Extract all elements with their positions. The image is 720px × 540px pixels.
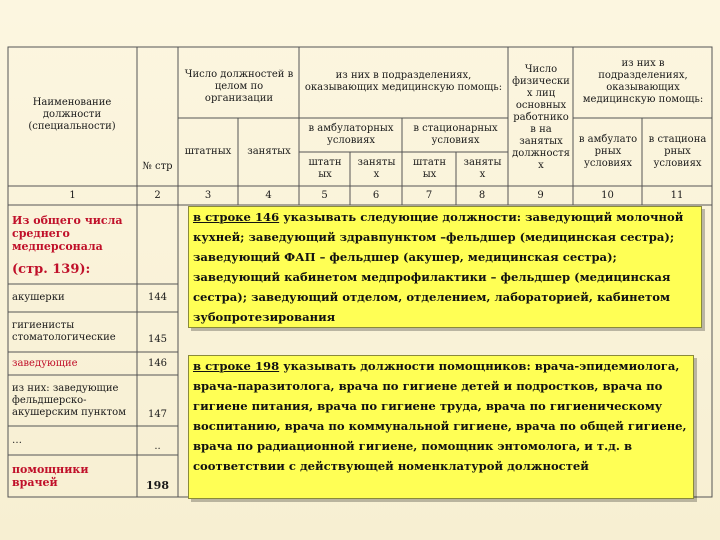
row-label-fap-heads: из них: заведующие фельдшерско-акушерским пунктом bbox=[12, 382, 126, 418]
row-num-146: 146 bbox=[147, 357, 168, 369]
col-num-6: 6 bbox=[372, 189, 380, 201]
note-row-146-text: указывать следующие должности: заведующий молочной кухней; заведующий здравпунктом –фельдшер (медицинская сестра); заведующий ФАП – фельдшер (акушер, медицинская сестра); заведующий кабинетом медпрофилактики – фельдшер (медицинская сестра); заведующий отделом, отделением, лабораторией, кабинетом зубопротезирования bbox=[193, 210, 684, 324]
col-num-11: 11 bbox=[670, 189, 684, 201]
header-staffed-short: штатн ых bbox=[308, 157, 342, 180]
header-inpatient-2: в стациона рных условиях bbox=[648, 134, 707, 169]
row-num-198: 198 bbox=[146, 479, 169, 492]
header-occupied-short: заняты х bbox=[357, 157, 396, 180]
col-num-5: 5 bbox=[321, 189, 328, 201]
col-num-2: 2 bbox=[154, 189, 161, 201]
row-label-heads: заведующие bbox=[12, 357, 78, 369]
note-row-198 bbox=[188, 355, 694, 499]
col-num-1: 1 bbox=[69, 189, 76, 201]
note-row-146 bbox=[188, 206, 702, 328]
col-num-10: 10 bbox=[601, 189, 614, 201]
note-row-146-lead: в строке 146 bbox=[193, 210, 280, 224]
header-of-them-units-2: из них в подразделениях, оказывающих медицинскую помощь: bbox=[582, 58, 704, 105]
header-inpatient: в стационарных условиях bbox=[413, 123, 498, 146]
row-label-ellipsis: … bbox=[12, 434, 22, 446]
col-num-3: 3 bbox=[204, 189, 212, 201]
row-label-midwives: акушерки bbox=[12, 292, 65, 303]
header-row-num: № стр bbox=[142, 161, 173, 172]
note-row-198-text: указывать должности помощников: врача-эпидемиолога, врача-паразитолога, врача по гигиене детей и подростков, врача по гигиене питания, врача по гигиене труда, врача по гигиеническому воспитанию, врача по коммунальной гигиене, врача по общей гигиене, врача по радиационной гигиене, помощник энтомолога, и т.д. в соответствии с действующей номенклатурой должностей bbox=[193, 359, 687, 473]
header-of-them-units: из них в подразделениях, оказывающих медицинскую помощь: bbox=[304, 70, 503, 93]
col-num-8: 8 bbox=[478, 189, 486, 201]
header-staffed-short-2: штатн ых bbox=[413, 157, 446, 180]
header-staffed: штатных bbox=[184, 146, 232, 157]
col-num-4: 4 bbox=[265, 189, 272, 201]
header-outpatient: в амбулаторных условиях bbox=[308, 123, 394, 146]
row-label-assistants: помощники врачей bbox=[12, 463, 89, 489]
row-num-144: 144 bbox=[147, 292, 168, 303]
row-num-145: 145 bbox=[147, 334, 168, 345]
row-label-medpersonnel-ref: (стр. 139): bbox=[12, 262, 91, 277]
header-occupied-short-2: заняты х bbox=[463, 157, 502, 180]
header-individuals: Число физически х лиц основных работнико в на занятых должностя х bbox=[512, 64, 570, 171]
header-name-col: Наименование должности (специальности) bbox=[28, 97, 116, 132]
header-positions-total: Число должностей в целом по организации bbox=[184, 69, 294, 104]
note-row-198-lead: в строке 198 bbox=[193, 359, 280, 373]
header-outpatient-2: в амбулато рных условиях bbox=[578, 134, 638, 169]
header-occupied: занятых bbox=[247, 146, 291, 157]
col-num-9: 9 bbox=[537, 189, 544, 201]
col-num-7: 7 bbox=[425, 189, 433, 201]
row-num-ellipsis: .. bbox=[154, 441, 161, 452]
row-label-hygienists: гигиенисты стоматологические bbox=[12, 320, 116, 343]
row-num-147: 147 bbox=[147, 408, 168, 420]
row-label-medpersonnel: Из общего числа среднего медперсонала bbox=[12, 213, 123, 253]
